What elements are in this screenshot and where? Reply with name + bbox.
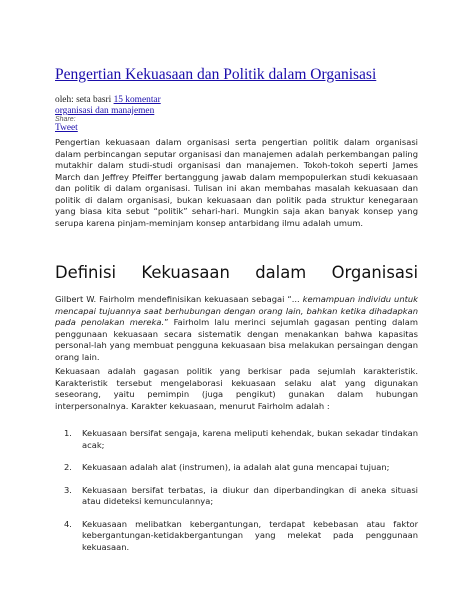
list-item-number: 2. xyxy=(64,462,72,472)
definition-intro-text: Gilbert W. Fairholm mendefinisikan kekuasaan sebagai “... xyxy=(55,294,303,304)
comments-link[interactable]: 15 komentar xyxy=(113,95,161,105)
list-item-text: Kekuasaan bersifat sengaja, karena meliputi kehendak, bukan sekadar tindakan acak; xyxy=(82,428,418,450)
list-item xyxy=(55,485,418,508)
article-meta xyxy=(55,95,161,117)
list-item xyxy=(55,428,418,451)
list-item-text: Kekuasaan adalah alat (instrumen), ia adalah alat guna mencapai tujuan; xyxy=(82,462,390,472)
list-item-number: 3. xyxy=(64,484,72,495)
power-characteristics-list xyxy=(55,428,418,553)
definition-followup-text: ” Fairholm lalu merinci sejumlah gagasan penting dalam penggunaan kekuasaan secara sistematik dengan menakankan bahwa kapasitas personal-lah yang membuat pengguna kekuasaan bisa melakukan persaingan dengan orang lain. xyxy=(55,317,418,362)
characteristics-paragraph: Kekuasaan adalah gagasan politik yang berkisar pada sejumlah karakteristik. Karakteristik tersebut mengelaborasi kekuasaan selaku alat yang digunakan seseorang, yaitu pemimpin (juga pengikut) gunakan dalam hubungan interpersonalnya. Karakter kekuasaan, menurut Fairholm adalah : xyxy=(55,366,418,411)
section-heading: Definisi Kekuasaan dalam Organisasi xyxy=(55,263,418,282)
list-item xyxy=(55,462,418,474)
definition-quote: kemampuan individu untuk mencapai tujuannya saat berhubungan dengan orang lain, bahkan ketika dihadapkan pada penolakan mereka. xyxy=(55,294,418,327)
list-item-number: 4. xyxy=(64,518,72,529)
article-title-link[interactable]: Pengertian Kekuasaan dan Politik dalam Organisasi xyxy=(55,66,377,83)
category-link[interactable]: organisasi dan manajemen xyxy=(55,106,155,116)
tweet-link[interactable]: Tweet xyxy=(55,123,78,133)
share-label: Share: xyxy=(55,116,76,123)
list-item-text: Kekuasaan melibatkan kebergantungan, terdapat kebebasan atau faktor kebergantungan-ketidakbergantungan yang melekat pada penggunaan kekuasaan. xyxy=(82,518,418,552)
author-byline: oleh: seta basri xyxy=(55,95,112,105)
list-item-number: 1. xyxy=(64,428,72,438)
fairholm-definition-paragraph xyxy=(55,294,418,363)
list-item-text: Kekuasaan bersifat terbatas, ia diukur dan diperbandingkan di aneka situasi atau dideteksi kemunculannya; xyxy=(82,484,418,506)
list-item xyxy=(55,519,418,554)
intro-paragraph: Pengertian kekuasaan dalam organisasi serta pengertian politik dalam organisasi dalam perbincangan seputar organisasi dan manajemen adalah perkembangan paling mutakhir dalam studi-studi organisasi dan manajemen. Tokoh-tokoh seperti James March dan Jeffrey Pfeiffer bertanggung jawab dalam mempopulerkan studi kekuasaan dan politik di dalam organisasi. Tulisan ini akan membahas masalah kekuasaan dan politik di dalam organisasi, bukan kekuasaan dan politik pada struktur kenegaraan yang biasa kita sebut “politik” sehari-hari. Mungkin saja akan banyak konsep yang serupa karena pinjam-meminjam konsep antarbidang ilmu adalah umum. xyxy=(55,137,418,228)
